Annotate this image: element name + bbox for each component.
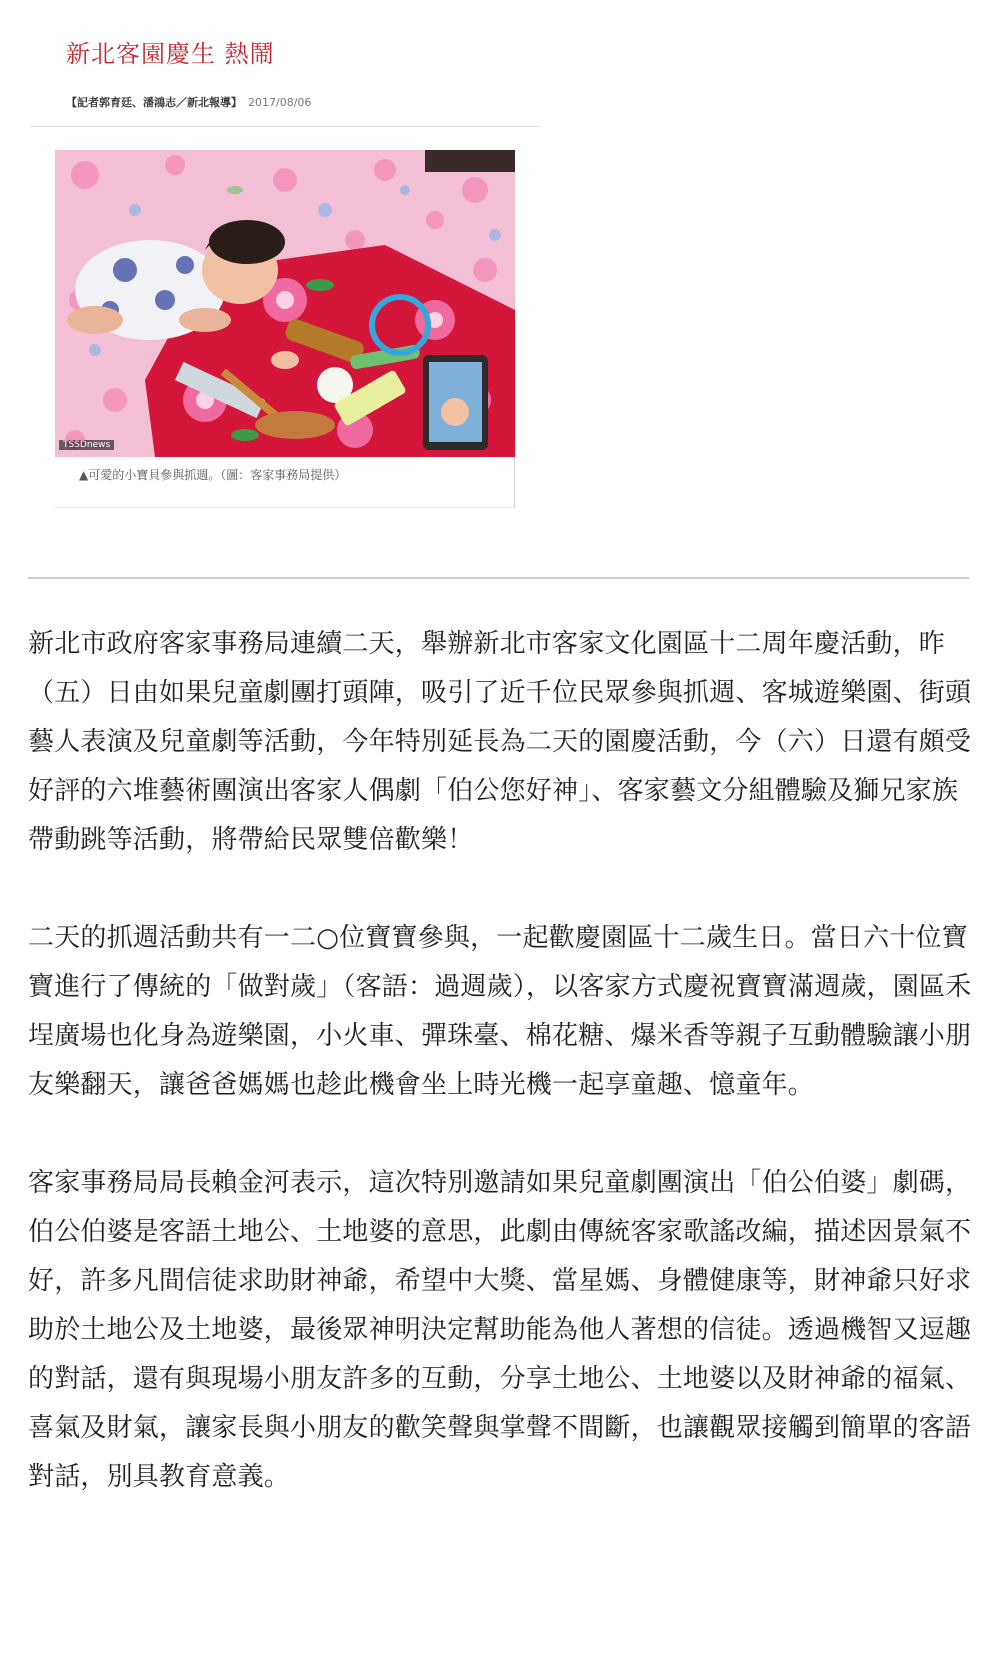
article-paragraph: 客家事務局局長賴金河表示，這次特別邀請如果兒童劇團演出「伯公伯婆」劇碼，伯公伯婆是客語土地公、土地婆的意思，此劇由傳統客家歌謠改編，描述因景氣不好，許多凡間信徒求助財神爺，希望中大獎、當星媽、身體健康等，財神爺只好求助於土地公及土地婆，最後眾神明決定幫助能為他人著想的信徒。透過機智又逗趣的對話，還有與現場小朋友許多的互動，分享土地公、土地婆以及財神爺的福氣、喜氣及財氣，讓家長與小朋友的歡笑聲與掌聲不間斷，也讓觀眾接觸到簡單的客語對話，別具教育意義。 [28, 1168, 972, 1492]
article-paragraph: 新北市政府客家事務局連續二天，舉辦新北市客家文化園區十二周年慶活動，昨（五）日由如果兒童劇團打頭陣，吸引了近千位民眾參與抓週、客城遊樂園、街頭藝人表演及兒童劇等活動，今年特別延長為二天的園慶活動，今（六）日還有頗受好評的六堆藝術團演出客家人偶劇「伯公您好神」、客家藝文分組體驗及獅兄家族帶動跳等活動，將帶給民眾雙倍歡樂！ [28, 629, 972, 855]
publish-date: 2017/08/06 [248, 96, 312, 109]
photo-watermark: TSSDnews [59, 440, 114, 450]
byline-author: 【記者郭育廷、潘鴻志／新北報導】 [66, 96, 242, 109]
article-figure [55, 150, 515, 508]
article-byline [66, 94, 311, 110]
header-divider [30, 126, 540, 127]
article-body [28, 620, 973, 1551]
article-photo [55, 150, 515, 457]
section-divider [28, 577, 969, 579]
photo-caption: ▲可愛的小寶貝參與抓週。（圖：客家事務局提供） [79, 468, 347, 482]
article-title: 新北客園慶生 熱鬧 [66, 40, 275, 68]
article-paragraph: 二天的抓週活動共有一二○位寶寶參與，一起歡慶園區十二歲生日。當日六十位寶寶進行了傳統的「做對歲」（客語：過週歲），以客家方式慶祝寶寶滿週歲，園區禾埕廣場也化身為遊樂園，小火車、彈珠臺、棉花糖、爆米香等親子互動體驗讓小朋友樂翻天，讓爸爸媽媽也趁此機會坐上時光機一起享童趣、憶童年。 [28, 923, 972, 1100]
